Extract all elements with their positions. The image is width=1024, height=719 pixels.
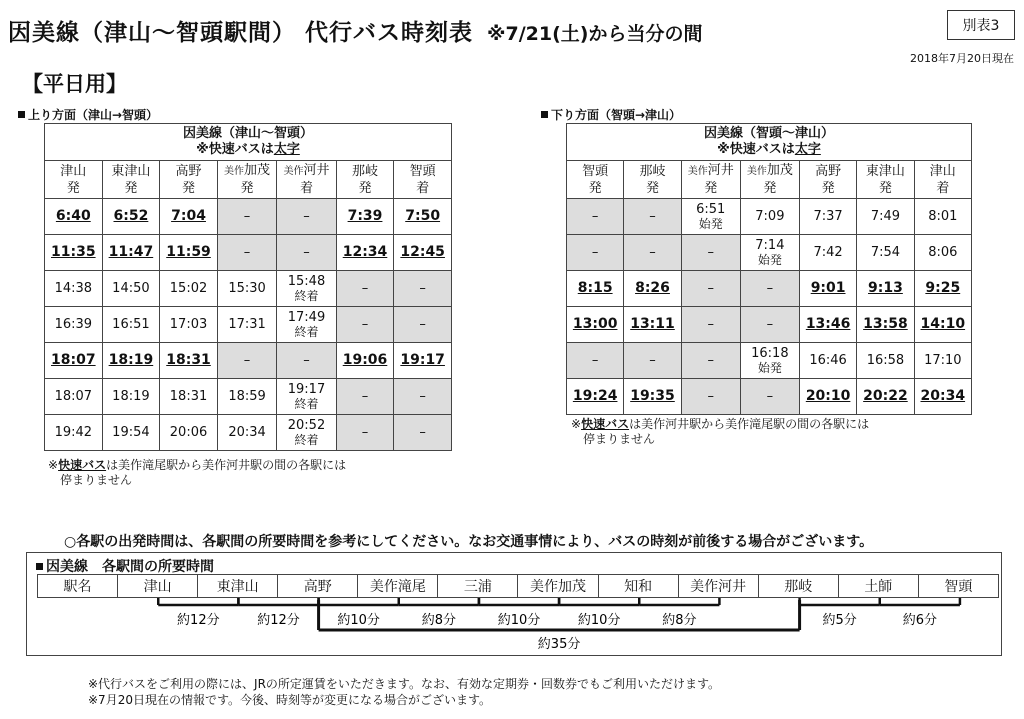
time-cell: –: [681, 235, 740, 271]
time-cell: 9:25: [914, 271, 971, 307]
time-value: 19:17: [287, 381, 326, 397]
time-cell: 18:31: [160, 379, 218, 415]
page-title: [8, 14, 702, 47]
time-cell: 20:06: [160, 415, 218, 451]
time-cell: 17:03: [160, 307, 218, 343]
attachment-label: 別表3: [947, 10, 1015, 40]
time-cell: 15:30: [217, 271, 276, 307]
time-note: 始発: [757, 252, 782, 267]
time-cell: 8:15: [567, 271, 624, 307]
time-cell: –: [336, 307, 394, 343]
time-cell: 13:58: [857, 307, 914, 343]
station-name: 土師: [838, 575, 918, 597]
time-cell: 16:51: [102, 307, 160, 343]
column-header-station: 高野: [815, 163, 842, 179]
time-cell: 18:07: [45, 343, 103, 379]
caption-bold-word: 太字: [794, 142, 821, 157]
bullet-square-icon: [18, 111, 25, 118]
column-header-prefix: 美作: [283, 166, 304, 177]
time-cell: 16:46: [799, 343, 856, 379]
duration-label: 約8分: [662, 613, 697, 628]
station-name: 美作河井: [678, 575, 758, 597]
table-row: [567, 307, 972, 343]
down-timetable: [566, 123, 972, 415]
time-cell: –: [217, 343, 276, 379]
time-cell: 18:19: [102, 379, 160, 415]
table-row: [45, 235, 452, 271]
time-cell: 7:09: [740, 199, 799, 235]
note-text-2: 停まりません: [60, 473, 133, 487]
time-cell: –: [624, 235, 681, 271]
time-cell: [740, 343, 799, 379]
time-cell: 9:01: [799, 271, 856, 307]
column-header-suffix: 着: [416, 180, 430, 196]
time-cell: –: [567, 343, 624, 379]
duration-diagram: [0, 596, 1024, 656]
column-header-suffix: 発: [821, 180, 835, 196]
time-cell: –: [277, 343, 336, 379]
column-header-suffix: 着: [936, 180, 950, 196]
table-row: [567, 379, 972, 415]
column-header-suffix: 発: [588, 180, 602, 196]
time-cell: 13:11: [624, 307, 681, 343]
time-cell: 20:34: [914, 379, 971, 415]
bullet-square-icon: [36, 563, 43, 570]
note-rapid: 快速バス: [58, 458, 107, 472]
day-type-label: 【平日用】: [22, 72, 127, 96]
time-cell: 7:42: [799, 235, 856, 271]
time-cell: 19:06: [336, 343, 394, 379]
station-name: 智頭: [918, 575, 998, 597]
column-header: [799, 161, 856, 199]
time-cell: 7:04: [160, 199, 218, 235]
station-name: 美作滝尾: [357, 575, 437, 597]
column-header-station: 加茂: [766, 163, 793, 178]
time-cell: –: [740, 307, 799, 343]
footer-line-2: ※7月20日現在の情報です。今後、時刻等が変更になる場合がございます。: [88, 693, 492, 707]
station-name: 津山: [117, 575, 197, 597]
note-rapid: 快速バス: [581, 417, 630, 431]
column-header-station: 河井: [707, 163, 734, 178]
table-row: [45, 307, 452, 343]
time-cell: 11:35: [45, 235, 103, 271]
time-cell: 16:39: [45, 307, 103, 343]
time-cell: 16:58: [857, 343, 914, 379]
station-name: 高野: [277, 575, 357, 597]
time-cell: 9:13: [857, 271, 914, 307]
duration-label: 約10分: [497, 613, 541, 628]
column-header-suffix: 発: [182, 180, 196, 196]
time-cell: 7:54: [857, 235, 914, 271]
time-cell: –: [567, 199, 624, 235]
column-header: [857, 161, 914, 199]
column-header: [394, 161, 452, 199]
duration-label: 約12分: [257, 613, 300, 628]
column-header-station: 高野: [175, 163, 202, 179]
title-main: 因美線（津山～智頭駅間） 代行バス時刻表: [8, 20, 474, 46]
time-cell: 14:10: [914, 307, 971, 343]
time-value: 17:49: [287, 309, 326, 325]
time-cell: 19:24: [567, 379, 624, 415]
time-cell: 18:31: [160, 343, 218, 379]
time-cell: 15:02: [160, 271, 218, 307]
column-header-station: 東津山: [865, 163, 905, 179]
time-cell: 14:50: [102, 271, 160, 307]
time-cell: –: [681, 271, 740, 307]
note-text-2: 停まりません: [583, 432, 656, 446]
table-row: [567, 235, 972, 271]
time-cell: –: [394, 271, 452, 307]
table-row: [45, 271, 452, 307]
time-cell: 7:49: [857, 199, 914, 235]
time-cell: 11:47: [102, 235, 160, 271]
time-value: 16:18: [751, 345, 789, 361]
time-value: 6:51: [696, 201, 726, 217]
down-heading: [541, 106, 681, 123]
column-header-station: 河井: [303, 163, 330, 178]
time-note: 終着: [294, 288, 319, 303]
table-row: [567, 199, 972, 235]
time-cell: 19:54: [102, 415, 160, 451]
time-cell: –: [394, 307, 452, 343]
down-footnote: [571, 417, 869, 447]
column-header-station: 那岐: [639, 163, 666, 179]
time-cell: 20:10: [799, 379, 856, 415]
time-cell: –: [336, 415, 394, 451]
column-header-suffix: 発: [240, 181, 254, 196]
column-header-station: 津山: [60, 163, 87, 179]
column-header-station: 智頭: [409, 163, 436, 179]
time-cell: 19:42: [45, 415, 103, 451]
time-cell: –: [681, 343, 740, 379]
time-cell: 6:40: [45, 199, 103, 235]
column-header-suffix: 発: [704, 181, 718, 196]
duration-label: 約5分: [822, 613, 857, 628]
note-text: は美作滝尾駅から美作河井駅の間の各駅には: [106, 458, 347, 472]
column-header-station: 津山: [929, 163, 956, 179]
time-cell: 6:52: [102, 199, 160, 235]
time-cell: 19:17: [394, 343, 452, 379]
time-cell: 20:22: [857, 379, 914, 415]
duration-label: 約10分: [577, 613, 621, 628]
station-label: 駅名: [63, 579, 92, 595]
up-footnote: [48, 458, 346, 488]
time-cell: 7:37: [799, 199, 856, 235]
time-cell: –: [394, 379, 452, 415]
column-header: [740, 161, 799, 199]
time-cell: 13:46: [799, 307, 856, 343]
column-header-suffix: 発: [124, 180, 138, 196]
duration-label: 約8分: [421, 613, 456, 628]
time-cell: –: [740, 271, 799, 307]
footer: [88, 676, 720, 708]
time-cell: –: [681, 379, 740, 415]
column-header-prefix: 美作: [687, 166, 708, 177]
title-period: ※7/21(土)から当分の間: [487, 23, 703, 45]
time-cell: –: [624, 199, 681, 235]
route-heading-text: 因美線 各駅間の所要時間: [46, 559, 214, 575]
time-cell: [277, 307, 336, 343]
time-note: 始発: [757, 360, 782, 375]
table-row: [45, 379, 452, 415]
column-header-station: 智頭: [582, 163, 609, 179]
column-header: [102, 161, 160, 199]
table-row: [567, 271, 972, 307]
time-cell: 17:31: [217, 307, 276, 343]
time-cell: [277, 379, 336, 415]
time-note: 始発: [698, 216, 723, 231]
time-cell: 19:35: [624, 379, 681, 415]
time-cell: 12:45: [394, 235, 452, 271]
station-name: 東津山: [197, 575, 277, 597]
caption-bold-word: 太字: [273, 142, 300, 157]
time-value: 7:14: [755, 237, 785, 253]
column-header-suffix: 発: [645, 180, 659, 196]
time-cell: –: [336, 379, 394, 415]
column-header-prefix: 美作: [746, 166, 767, 177]
time-cell: –: [336, 271, 394, 307]
note-mark: ※: [48, 458, 59, 472]
time-cell: –: [681, 307, 740, 343]
time-value: 20:52: [287, 417, 326, 433]
footer-line-1: ※代行バスをご利用の際には、JRの所定運賃をいただきます。なお、有効な定期券・回数券でもご利用いただけます。: [88, 677, 721, 691]
time-note: 終着: [294, 324, 319, 339]
up-heading-text: 上り方面（津山→智頭）: [28, 108, 159, 122]
table-row: [45, 343, 452, 379]
column-header-suffix: 発: [878, 180, 892, 196]
time-cell: 17:10: [914, 343, 971, 379]
table-caption: [567, 124, 972, 161]
time-cell: –: [394, 415, 452, 451]
time-cell: 8:26: [624, 271, 681, 307]
caption-line-1: 因美線（津山～智頭）: [182, 126, 313, 141]
table-row: [45, 415, 452, 451]
up-timetable: [44, 123, 452, 451]
time-cell: 13:00: [567, 307, 624, 343]
note-mark: ※: [571, 417, 582, 431]
time-cell: –: [740, 379, 799, 415]
duration-label: 約6分: [902, 613, 937, 628]
column-header: [914, 161, 971, 199]
time-cell: 18:59: [217, 379, 276, 415]
time-cell: –: [277, 199, 336, 235]
time-cell: [277, 271, 336, 307]
caption-line-2: ※快速バスは: [717, 142, 795, 157]
time-value: 15:48: [287, 273, 326, 289]
time-note: 終着: [294, 432, 319, 447]
total-duration-label: 約35分: [537, 637, 581, 652]
column-header-station: 那岐: [352, 163, 379, 179]
station-name: 三浦: [437, 575, 517, 597]
column-header-suffix: 着: [299, 181, 313, 196]
table-row: [45, 199, 452, 235]
time-note: 終着: [294, 396, 319, 411]
column-header: [45, 161, 103, 199]
time-cell: 12:34: [336, 235, 394, 271]
time-cell: –: [277, 235, 336, 271]
time-cell: 14:38: [45, 271, 103, 307]
time-cell: –: [217, 235, 276, 271]
time-cell: 8:06: [914, 235, 971, 271]
time-cell: 7:50: [394, 199, 452, 235]
time-cell: [740, 235, 799, 271]
station-name: 知和: [598, 575, 678, 597]
column-header-suffix: 発: [358, 180, 372, 196]
bullet-square-icon: [541, 111, 548, 118]
duration-label: 約10分: [337, 613, 380, 628]
column-header-suffix: 発: [763, 181, 777, 196]
time-cell: 11:59: [160, 235, 218, 271]
time-cell: –: [624, 343, 681, 379]
column-header: [217, 161, 276, 199]
column-header: [567, 161, 624, 199]
time-cell: 18:19: [102, 343, 160, 379]
time-cell: 8:01: [914, 199, 971, 235]
time-cell: –: [217, 199, 276, 235]
notice-text: ○各駅の出発時間は、各駅間の所要時間を参考にしてください。なお交通事情により、バスの時刻が前後する場合がございます。: [64, 534, 874, 550]
column-header-station: 加茂: [244, 163, 271, 178]
duration-label: 約12分: [177, 613, 220, 628]
time-cell: [277, 415, 336, 451]
as-of-date: 2018年7月20日現在: [910, 52, 1014, 65]
station-name: 美作加茂: [517, 575, 597, 597]
column-header-suffix: 発: [66, 180, 80, 196]
column-header: [160, 161, 218, 199]
column-header-station: 東津山: [111, 163, 151, 179]
up-heading: [18, 106, 158, 123]
time-cell: 20:34: [217, 415, 276, 451]
down-heading-text: 下り方面（智頭→津山）: [551, 108, 682, 122]
route-heading: [36, 556, 214, 576]
station-row: [37, 574, 999, 598]
column-header: [681, 161, 740, 199]
time-cell: 18:07: [45, 379, 103, 415]
table-row: [567, 343, 972, 379]
note-text: は美作河井駅から美作滝尾駅の間の各駅には: [629, 417, 870, 431]
column-header: [277, 161, 336, 199]
time-cell: 7:39: [336, 199, 394, 235]
column-header-prefix: 美作: [224, 166, 245, 177]
caption-line-1: 因美線（智頭～津山）: [703, 126, 834, 141]
caption-line-2: ※快速バスは: [196, 142, 274, 157]
column-header: [624, 161, 681, 199]
time-cell: –: [567, 235, 624, 271]
time-cell: [681, 199, 740, 235]
station-name: 那岐: [758, 575, 838, 597]
table-caption: [45, 124, 452, 161]
column-header: [336, 161, 394, 199]
